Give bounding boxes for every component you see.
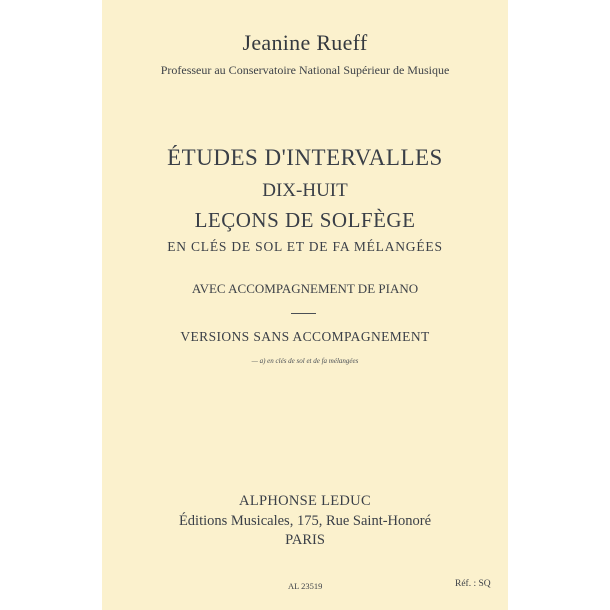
author-name: Jeanine Rueff (242, 30, 368, 55)
sheet-music-cover (102, 0, 508, 610)
catalog-number: AL 23519 (288, 581, 323, 591)
reference-code: Réf. : SQ (455, 579, 491, 589)
title-line-2: DIX-HUIT (262, 180, 348, 201)
author-title: Professeur au Conservatoire National Supérieur de Musique (160, 63, 450, 77)
title-line-3: LEÇONS DE SOLFÈGE (194, 208, 416, 232)
accompaniment-note: AVEC ACCOMPAGNEMENT DE PIANO (191, 281, 419, 296)
publisher-name: ALPHONSE LEDUC (239, 493, 371, 509)
divider (291, 313, 316, 314)
versions-heading: VERSIONS SANS ACCOMPAGNEMENT (180, 329, 430, 344)
title-line-4: EN CLÉS DE SOL ET DE FA MÉLANGÉES (167, 239, 443, 254)
publisher-city: PARIS (285, 532, 325, 548)
title-line-1: ÉTUDES D'INTERVALLES (167, 145, 443, 170)
variant-note: — a) en clés de sol et de fa mélangées (251, 357, 359, 365)
publisher-address: Éditions Musicales, 175, Rue Saint-Honoré (178, 513, 432, 529)
